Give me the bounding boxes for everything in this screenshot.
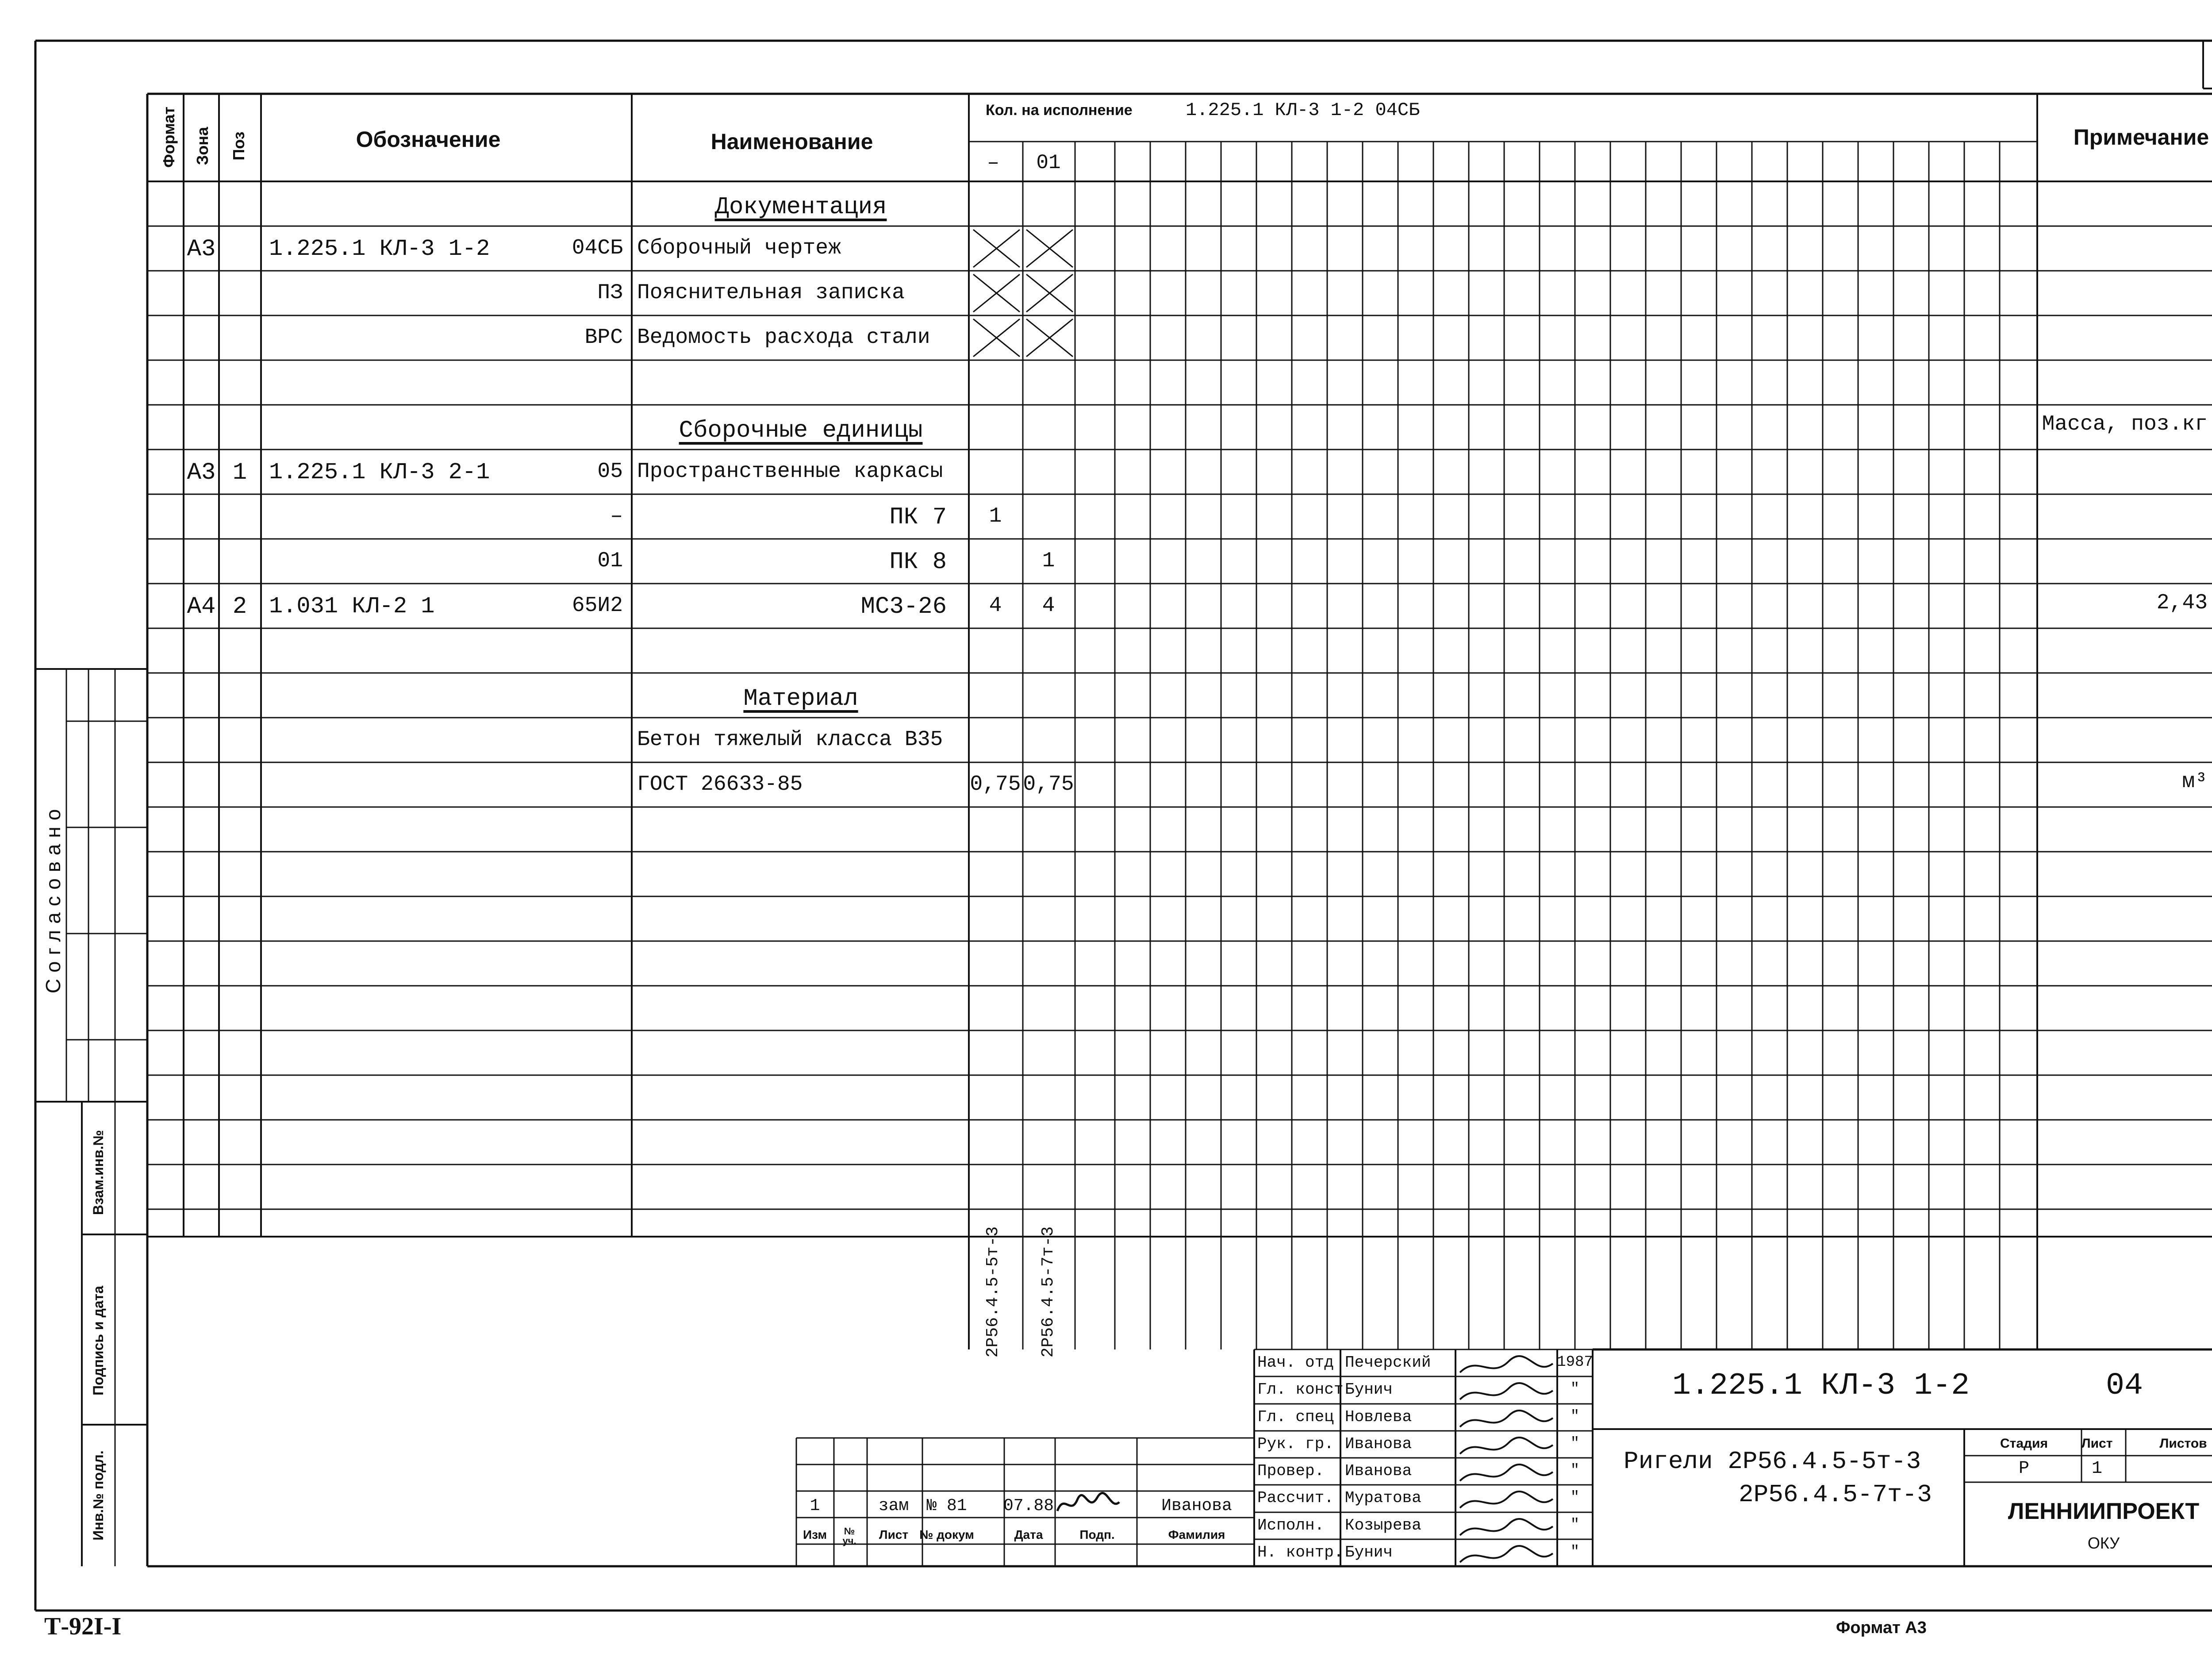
row-section-title: Документация (714, 194, 887, 221)
sheet-value: 1 (2091, 1459, 2103, 1479)
row-pos: 1 (232, 459, 247, 486)
staff-name: Муратова (1345, 1489, 1421, 1507)
header-qty-label: Кол. на исполнение (986, 102, 1133, 119)
staff-name: Новлева (1345, 1408, 1412, 1426)
staff-name: Бунич (1345, 1543, 1393, 1561)
row-qty-1: 1 (989, 504, 1002, 528)
rev-doc: № 81 (926, 1496, 967, 1515)
row-designation: 1.225.1 КЛ-3 2-1 (269, 459, 490, 485)
variant-label-2: 2Р56.4.5-7т-3 (1039, 1226, 1058, 1358)
stage-value: Р (2018, 1459, 2030, 1479)
staff-name: Иванова (1345, 1435, 1412, 1453)
row-designation: 1.225.1 КЛ-3 1-2 (269, 236, 490, 262)
header-variant-2: 01 (1036, 151, 1061, 174)
row-name: Бетон тяжелый класса В35 (637, 728, 943, 752)
stage-label: Стадия (2000, 1436, 2048, 1451)
staff-name: Козырева (1345, 1516, 1421, 1534)
row-name: ГОСТ 26633-85 (637, 773, 803, 796)
row-format: А4 (187, 593, 216, 620)
header-qty-code: 1.225.1 КЛ-3 1-2 04СБ (1186, 100, 1420, 121)
staff-date: " (1570, 1462, 1580, 1479)
row-format: А3 (187, 236, 216, 263)
rev-list: зам (878, 1496, 909, 1515)
sheet-label: Лист (2081, 1436, 2113, 1451)
staff-name: Иванова (1345, 1462, 1412, 1480)
row-note: 2,43 (2156, 591, 2208, 615)
row-name: Сборочный чертеж (637, 236, 841, 260)
staff-date: 1987 (1557, 1354, 1593, 1371)
row-name: ПК 7 (889, 504, 947, 531)
agreed-label: Согласовано (42, 803, 65, 994)
row-name: Пространственные каркасы (637, 460, 943, 484)
title-line-1: Ригели 2Р56.4.5-5т-3 (1624, 1447, 1921, 1476)
row-note: Масса, поз.кг (2042, 412, 2208, 436)
header-format: Формат (160, 106, 178, 168)
staff-signature (1460, 1383, 1553, 1399)
row-section-title: Материал (743, 685, 858, 712)
staff-role: Исполн. (1257, 1516, 1325, 1534)
header-pos: Поз (230, 131, 248, 161)
staff-date: " (1570, 1517, 1580, 1534)
row-qty-2: 0,75 (1023, 773, 1074, 796)
stamp-podpis: Подпись и дата (90, 1286, 106, 1395)
rev-signature (1055, 1491, 1121, 1518)
department: ОКУ (2087, 1534, 2120, 1552)
rev-header-surname: Фамилия (1168, 1528, 1225, 1541)
rev-header-kol: № уч. (842, 1526, 856, 1546)
title-code: 1.225.1 КЛ-3 1-2 (1672, 1368, 1970, 1403)
title-line-2: 2Р56.4.5-7т-3 (1739, 1480, 1932, 1509)
row-qty-1: 0,75 (970, 773, 1021, 796)
rev-header-doc: № докум (919, 1528, 974, 1541)
header-variant-1: – (987, 151, 999, 174)
title-code-suffix: 04 (2106, 1368, 2143, 1403)
staff-signature (1460, 1438, 1553, 1454)
staff-date: " (1570, 1489, 1580, 1506)
drawing-number: Т-92I-I (44, 1613, 122, 1640)
staff-role: Рассчит. (1257, 1489, 1334, 1507)
staff-signature (1460, 1546, 1553, 1562)
staff-signature (1460, 1411, 1553, 1427)
stamp-inv: Инв.№ подл. (90, 1450, 106, 1541)
staff-date: " (1570, 1381, 1580, 1398)
staff-signature (1460, 1491, 1553, 1508)
sheets-label: Листов (2159, 1436, 2207, 1451)
row-designation-suffix: ВРС (584, 326, 623, 350)
row-name: МС3-26 (860, 593, 947, 620)
staff-signature (1460, 1519, 1553, 1535)
row-pos: 2 (232, 593, 247, 620)
row-format: А3 (187, 459, 216, 486)
staff-role: Нач. отд (1257, 1353, 1334, 1372)
rev-header-sign: Подп. (1079, 1528, 1115, 1541)
rev-header-date: Дата (1014, 1528, 1043, 1541)
row-designation-suffix: ПЗ (597, 281, 623, 305)
staff-role: Гл. конст (1257, 1380, 1344, 1399)
header-zone: Зона (193, 127, 211, 165)
row-designation: 1.031 КЛ-2 1 (269, 593, 435, 619)
rev-header-list: Лист (879, 1528, 909, 1541)
rev-izm: 1 (810, 1496, 820, 1515)
rev-header-izm: Изм (803, 1528, 827, 1541)
header-designation: Обозначение (356, 127, 501, 152)
row-qty-1: 4 (989, 594, 1002, 618)
variant-label-1: 2Р56.4.5-5т-3 (983, 1226, 1002, 1358)
staff-role: Гл. спец (1257, 1408, 1334, 1426)
rev-date: 07.88 (1003, 1496, 1054, 1515)
staff-signature (1460, 1464, 1553, 1481)
row-designation-suffix: – (610, 504, 623, 528)
stamp-vzam: Взам.инв.№ (90, 1130, 106, 1215)
row-designation-suffix: 05 (597, 460, 623, 484)
organization: ЛЕННИИПРОЕКТ (2008, 1499, 2200, 1524)
row-name: Пояснительная записка (637, 281, 905, 305)
staff-date: " (1570, 1408, 1580, 1425)
staff-role: Рук. гр. (1257, 1435, 1334, 1453)
row-qty-2: 1 (1042, 549, 1055, 573)
row-designation-suffix: 04СБ (572, 236, 623, 260)
row-note: м³ (2182, 770, 2208, 794)
row-qty-2: 4 (1042, 594, 1055, 618)
staff-signature (1460, 1356, 1553, 1372)
rev-surname: Иванова (1161, 1496, 1232, 1515)
staff-date: " (1570, 1435, 1580, 1452)
header-note: Примечание (2073, 125, 2209, 150)
row-designation-suffix: 01 (597, 549, 623, 573)
row-name: Ведомость расхода стали (637, 326, 930, 350)
staff-name: Бунич (1345, 1380, 1393, 1399)
staff-role: Н. контр. (1257, 1543, 1344, 1561)
row-name: ПК 8 (889, 549, 947, 576)
format-label: Формат А3 (1836, 1618, 1927, 1637)
staff-date: " (1570, 1544, 1580, 1561)
row-section-title: Сборочные единицы (679, 417, 923, 444)
row-designation-suffix: 65И2 (572, 594, 623, 618)
header-name: Наименование (710, 129, 873, 154)
staff-role: Провер. (1257, 1462, 1325, 1480)
staff-name: Печерский (1345, 1353, 1431, 1372)
